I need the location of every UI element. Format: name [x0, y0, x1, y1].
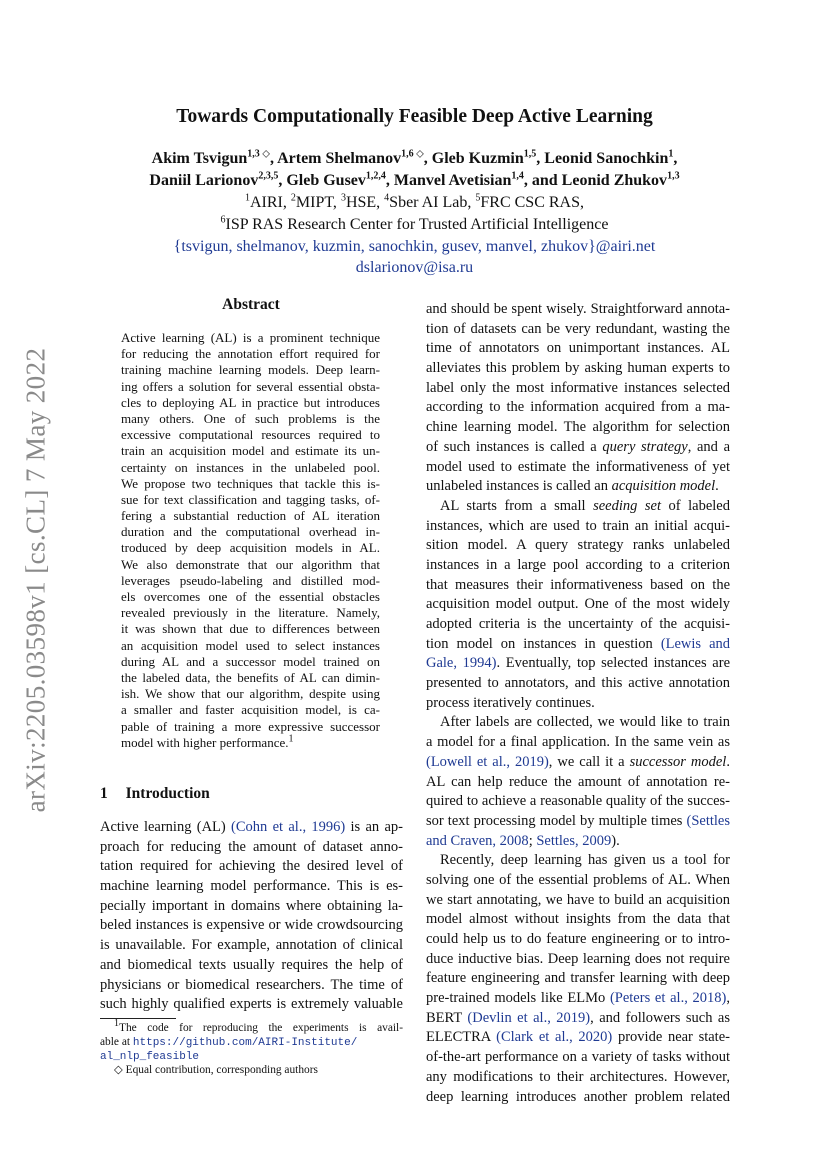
abstract-line: an acquisition model used to select instances: [121, 637, 380, 653]
author-name: Manvel Avetisian: [393, 172, 512, 189]
author-sup: 2,3,5: [258, 170, 279, 182]
abstract-line: certainty on instances in the unlabeled pool.: [121, 459, 380, 475]
abstract-line: train an acquisition model and estimate its un-: [121, 443, 380, 459]
author-sup: 1,3: [667, 170, 680, 182]
author-name: Daniil Larionov: [149, 172, 259, 189]
abstract-line: the labeled data, the benefits of AL can dimin-: [121, 669, 380, 685]
body-line: any modifications to their architectures. However,: [426, 1068, 730, 1085]
abstract-line: during AL and a successor model trained on: [121, 653, 380, 669]
author-name: Gleb Gusev: [286, 172, 366, 189]
body-line: and Craven, 2008; Settles, 2009).: [426, 832, 620, 849]
abstract-line: sue for text classification and tagging tasks, of-: [121, 491, 380, 507]
footnote-url[interactable]: https://github.com/AIRI-Institute/: [132, 1037, 358, 1049]
body-line: feature engineering and transfer learning with deep: [426, 970, 730, 987]
abstract-line: We also demonstrate that our algorithm that: [121, 556, 380, 572]
intro-left-column: [100, 818, 403, 1015]
abstract-line: ish. We show that our algorithm, despite using: [121, 686, 380, 702]
footnote-mark: 1: [114, 1018, 119, 1030]
intro-line: such highly qualified experts is extremely valuable: [100, 996, 403, 1013]
aff-text: ISP RAS Research Center for Trusted Artificial Intelligence: [225, 216, 609, 233]
footnote-text: The code for reproducing the experiments is avail-: [119, 1022, 403, 1034]
footnote-url[interactable]: al_nlp_feasible: [100, 1051, 200, 1063]
abstract-line: cles to deploying AL in practice but introduces: [121, 394, 380, 410]
aff-sup: 5: [475, 192, 481, 204]
abstract-line: Active learning (AL) is a prominent technique: [121, 330, 380, 345]
aff-sup: 6: [220, 214, 226, 226]
aff-text: Sber AI Lab,: [389, 194, 476, 211]
body-line: AL can help reduce the amount of annotation re-: [426, 773, 730, 790]
body-line: solving one of the essential problems of AL. When: [426, 871, 730, 888]
section-heading: [100, 785, 210, 803]
aff-sup: 2: [290, 192, 296, 204]
body-line: of such instances is called a query strategy, and a: [426, 438, 731, 455]
intro-line: tation required for achieving the desired level of: [100, 858, 403, 875]
footnote-line: [100, 1035, 403, 1049]
arxiv-stamp-text: arXiv:2205.03598v1 [cs.CL] 7 May 2022: [20, 347, 51, 813]
abstract-last-text: model with higher performance.: [121, 734, 289, 750]
body-line: unlabeled instances is called an acquisition model.: [426, 478, 719, 495]
abstract-line: leverages pseudo-labeling and distilled mod-: [121, 572, 380, 588]
citation-link[interactable]: (Settles: [686, 812, 730, 829]
affiliations-line-2: [100, 214, 729, 236]
citation-link[interactable]: Gale, 1994): [426, 655, 497, 672]
aff-text: AIRI,: [250, 194, 291, 211]
body-line: duce inductive bias. Deep learning does not require: [426, 950, 730, 967]
abstract-heading: Abstract: [222, 296, 280, 313]
author-sup: 1,4: [511, 170, 524, 182]
intro-line: pecially important in domains where obtaining la-: [100, 897, 403, 914]
intro-line: beled instances is expensive or wide crowdsourcing: [100, 917, 403, 934]
intro-line: physicians or biomedical researchers. The time of: [100, 976, 403, 993]
footnote-rule: [100, 1018, 176, 1019]
abstract-line: troduced by deep acquisition models in AL.: [121, 540, 380, 556]
body-line: AL starts from a small seeding set of labeled: [440, 497, 730, 514]
abstract-line: training machine learning models. Deep learn-: [121, 362, 380, 378]
footnote-block: [100, 1018, 403, 1077]
abstract-line: many others. One of such problems is the: [121, 410, 380, 426]
paper-title: Towards Computationally Feasible Deep Active Learning: [176, 106, 653, 127]
abstract-line: it was shown that due to differences between: [121, 621, 380, 637]
body-line: adopted criteria is the uncertainty of the acquisi-: [426, 616, 730, 632]
author-line-2: Daniil Larionov$^{2,3,5}$, Gleb Gusev$^{1,2,4}$, Manvel Avetisian$^{1,4}$, and Leonid Zhukov$^{1,3}$: [149, 170, 680, 189]
body-line: according to the information acquired from a ma-: [426, 399, 730, 416]
intro-line: is unavailable. For example, annotation of clinical: [100, 937, 403, 954]
body-line: and should be spent wisely. Straightforward annota-: [426, 301, 730, 317]
body-line: presented to annotators, and this active annotation: [426, 675, 730, 692]
aff-text: FRC CSC RAS,: [480, 194, 584, 211]
body-line: sor text processing model by multiple times (Settles: [426, 812, 730, 829]
body-line: we start annotating, we have to build an acquisition: [426, 891, 730, 908]
body-line: (Lowell et al., 2019), we call it a successor model.: [426, 753, 730, 770]
author-sup: 1: [668, 148, 674, 160]
abstract-body: [121, 330, 380, 751]
aff-sup: 4: [384, 192, 390, 204]
abstract-last-line: [121, 735, 380, 751]
section-number: 1: [100, 785, 108, 802]
citation-link[interactable]: and Craven, 2008: [426, 832, 529, 849]
intro-line: Active learning (AL) (Cohn et al., 1996) is an ap-: [100, 819, 403, 835]
citation-link[interactable]: Settles, 2009: [536, 832, 612, 849]
footnote-line: [100, 1049, 403, 1063]
citation-link[interactable]: (Cohn et al., 1996): [231, 819, 346, 835]
author-line-1: Akim Tsvigun$^{1,3 ◇}$, Artem Shelmanov$^{1,6 ◇}$, Gleb Kuzmin$^{1,5}$, Leonid Sanochkin$^1$,: [151, 148, 678, 167]
body-line: tion model on instances in question (Lewis and: [426, 635, 731, 652]
body-line: time of annotators on unimportant instances. AL: [426, 340, 730, 357]
abstract-line: pable of training a more expressive successor: [121, 718, 380, 734]
abstract-line: fering a substantial reduction of AL iteration: [121, 508, 380, 524]
abstract-line: duration and the computational overhead in-: [121, 524, 380, 540]
body-line: process iteratively continues.: [426, 694, 595, 711]
author-sup: 1,3 ◇: [247, 148, 270, 160]
body-line: quired to achieve a reasonable quality of the succes-: [426, 793, 730, 810]
citation-link[interactable]: (Peters et al., 2018): [609, 990, 727, 1007]
body-line: Recently, deep learning has given us a tool for: [440, 852, 730, 869]
body-line: that measures their informativeness based on the: [426, 576, 730, 593]
footnote-line: [100, 1018, 403, 1035]
author-name: Leonid Zhukov: [561, 172, 668, 189]
citation-link[interactable]: (Clark et al., 2020): [496, 1029, 613, 1046]
citation-link[interactable]: (Lowell et al., 2019): [426, 753, 549, 770]
abstract-line: excessive computational resources required to: [121, 427, 380, 443]
body-line: instances, which are used to train an initial acqui-: [426, 517, 730, 534]
email-line-1[interactable]: {tsvigun, shelmanov, kuzmin, sanochkin, gusev, manvel, zhukov}@airi.net: [173, 238, 656, 255]
section-title: Introduction: [125, 785, 210, 802]
abstract-line: ing offers a solution for several essential obsta-: [121, 378, 380, 394]
email-line-2[interactable]: dslarionov@isa.ru: [355, 259, 474, 276]
body-line: pre-trained models like ELMo (Peters et al., 2018),: [426, 990, 730, 1007]
abstract-line: We propose two techniques that tackle this is-: [121, 475, 380, 491]
author-name: Artem Shelmanov: [277, 150, 402, 167]
body-line: acquisition model output. One of the most widely: [426, 596, 730, 613]
intro-line: proach for reducing the amount of dataset anno-: [100, 838, 403, 855]
right-column: [426, 300, 730, 1107]
body-line: model used to estimate the informativeness of yet: [426, 458, 730, 475]
body-line: model almost without insights from the data that: [426, 911, 730, 928]
body-line: tion of datasets can be very redundant, wasting the: [426, 320, 730, 337]
citation-link[interactable]: (Devlin et al., 2019): [467, 1009, 591, 1026]
arxiv-stamp: [0, 0, 70, 1171]
aff-sup: 3: [340, 192, 346, 204]
body-line: chine learning model. The algorithm for selection: [426, 419, 730, 436]
author-sup: 1,2,4: [365, 170, 386, 182]
aff-text: HSE,: [345, 194, 385, 211]
body-line: a model for a final application. In the same vein as: [426, 734, 730, 751]
author-sup: 1,6 ◇: [401, 148, 424, 160]
citation-link[interactable]: (Lewis and: [660, 635, 731, 652]
body-line: of-the-art performance on a variety of tasks without: [426, 1049, 730, 1066]
aff-text: MIPT,: [295, 194, 341, 211]
body-line: After labels are collected, we would like to train: [440, 714, 730, 731]
footnote-text: Equal contribution, corresponding authors: [125, 1064, 318, 1076]
footnote-line: [100, 1063, 403, 1077]
body-line: sition model. A query strategy ranks unlabeled: [426, 537, 730, 554]
abstract-line: els overcomes one of the essential obstacles: [121, 589, 380, 604]
intro-line: machine learning model performance. This is es-: [100, 878, 403, 895]
author-name: Akim Tsvigun: [151, 150, 248, 167]
author-name: Gleb Kuzmin: [431, 150, 524, 167]
abstract-line: revealed previously in the literature. Namely,: [121, 605, 380, 621]
diamond-icon: ◇: [114, 1064, 123, 1076]
author-sup: 1,5: [523, 148, 537, 160]
abstract-line: for reducing the annotation effort required for: [121, 346, 380, 362]
body-line: instances in a large pool according to a criterion: [426, 556, 730, 573]
footnote-text: able at: [100, 1036, 133, 1048]
body-line: BERT (Devlin et al., 2019), and followers such as: [426, 1009, 730, 1026]
footnote-ref[interactable]: 1: [288, 733, 294, 745]
body-line: deep learning introduces another problem related: [426, 1088, 730, 1105]
aff-sup: 1: [245, 192, 250, 204]
body-line: Gale, 1994). Eventually, top selected instances are: [426, 655, 731, 672]
body-line: ELECTRA (Clark et al., 2020) provide near state-: [426, 1029, 730, 1046]
affiliations-line-1: [100, 192, 729, 214]
author-name: Leonid Sanochkin: [544, 150, 669, 167]
body-line: label only the most informative instances selected: [426, 379, 730, 396]
body-line: could help us to do feature engineering or to intro-: [426, 931, 730, 947]
abstract-line: a smaller and faster acquisition model, is ca-: [121, 702, 380, 718]
body-line: alleviates this problem by asking human experts to: [426, 360, 730, 377]
intro-line: and biomedical texts usually requires the help of: [100, 956, 403, 973]
